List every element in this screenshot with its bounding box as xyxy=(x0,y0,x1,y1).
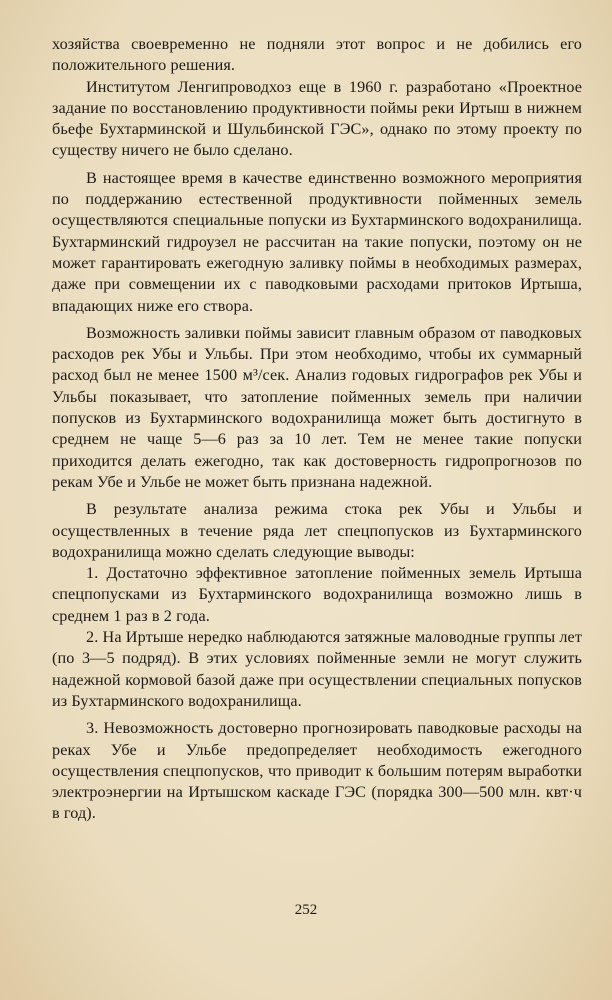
paragraph-continuation: хозяйства своевременно не подняли этот вопрос и не добились его положительного решения. xyxy=(52,35,582,75)
conclusion-item-1: 1. Достаточно эффективное затопление пойменных земель Иртыша спецпопусками из Бухтарминского водохранилища возможно лишь в среднем 1 раз в 2 года. xyxy=(52,564,582,625)
paragraph-conclusions-intro: В результате анализа режима стока рек Убы и Ульбы и осуществленных в течение ряда лет спецпопусков из Бухтарминского водохранилища можно сделать следующие выводы: xyxy=(52,500,582,561)
body-text xyxy=(52,34,582,825)
paragraph-lengiprovodkhoz: Институтом Ленгипроводхоз еще в 1960 г. разработано «Проектное задание по восстановлению продуктивности поймы реки Иртыш в нижнем бьефе Бухтарминской и Шульбинской ГЭС», однако по этому проекту по существу ничего не было сделано. xyxy=(52,77,582,160)
paragraph-special-releases: В настоящее время в качестве единственно возможного мероприятия по поддержанию естественной продуктивности пойменных земель осуществляются специальные попуски из Бухтарминского водохранилища. Бухтарминский гидроузел не рассчитан на такие попуски, поэтому он не может гарантировать ежегодную заливку поймы в необходимых размерах, даже при совмещении их с паводковыми расходами притоков Иртыша, впадающих ниже его створа. xyxy=(52,168,582,315)
paragraph-flood-possibility: Возможность заливки поймы зависит главным образом от паводковых расходов рек Убы и Ульбы. При этом необходимо, чтобы их суммарный расход был не менее 1500 м³/сек. Анализ годовых гидрографов рек Убы и Ульбы показывает, что затопление пойменных земель при наличии попусков из Бухтарминского водохранилища может быть достигнуто в среднем не чаще 5—6 раз за 10 лет. Тем не менее такие попуски приходится делать ежегодно, так как достоверность гидропрогнозов по рекам Убе и Ульбе не может быть признана надежной. xyxy=(52,323,582,491)
conclusion-item-3: 3. Невозможность достоверно прогнозировать паводковые расходы на реках Убе и Ульбе предопределяет необходимость ежегодного осуществления спецпопусков, что приводит к большим потерям выработки электроэнергии на Иртышском каскаде ГЭС (порядка 300—500 млн. квт·ч в год). xyxy=(52,719,582,823)
page-number: 252 xyxy=(294,902,318,918)
conclusion-item-2: 2. На Иртыше нередко наблюдаются затяжные маловодные группы лет (по 3—5 подряд). В этих условиях пойменные земли не могут служить надежной кормовой базой даже при осуществлении специальных попусков из Бухтарминского водохранилища. xyxy=(52,628,582,710)
